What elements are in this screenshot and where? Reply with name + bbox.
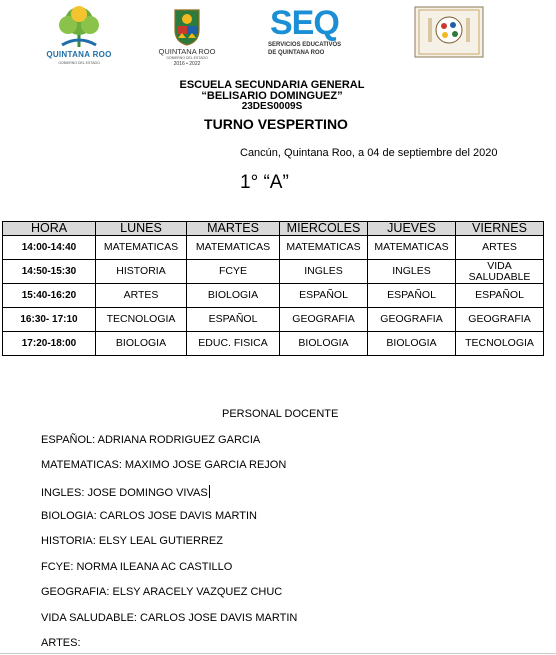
school-crest-logo [414, 6, 484, 58]
column-header-friday: VIERNES [456, 222, 544, 236]
seq-line-2: DE QUINTANA ROO [268, 50, 325, 56]
table-header-row [3, 222, 544, 236]
staff-line: ESPAÑOL: ADRIANA RODRIGUEZ GARCIA [41, 434, 261, 446]
subject-cell: TECNOLOGIA [96, 308, 187, 332]
subject-cell: BIOLOGIA [368, 332, 456, 356]
staff-line: ARTES: [41, 637, 81, 649]
staff-line: VIDA SALUDABLE: CARLOS JOSE DAVIS MARTIN [41, 612, 298, 624]
page-bottom-edge [0, 653, 556, 654]
school-name-quoted: “BELISARIO DOMINGUEZ” [201, 90, 343, 102]
logo-caption: QUINTANA ROO [158, 47, 216, 56]
hour-cell: 17:20-18:00 [3, 332, 96, 356]
hour-cell: 14:50-15:30 [3, 260, 96, 284]
staff-line: MATEMATICAS: MAXIMO JOSE GARCIA REJON [41, 459, 287, 471]
state-shield-icon [147, 8, 227, 46]
text-cursor [209, 485, 210, 498]
seq-line-1: SERVICIOS EDUCATIVOS [268, 42, 342, 48]
logo-years: 2016 • 2022 [173, 61, 201, 67]
subject-cell: BIOLOGIA [280, 332, 368, 356]
staff-line: GEOGRAFIA: ELSY ARACELY VAZQUEZ CHUC [41, 586, 283, 598]
subject-cell: EDUC. FISICA [187, 332, 280, 356]
logo-caption: QUINTANA ROO [46, 50, 112, 59]
subject-cell: ARTES [96, 284, 187, 308]
subject-cell: GEOGRAFIA [456, 308, 544, 332]
subject-cell: HISTORIA [96, 260, 187, 284]
subject-cell: VIDA SALUDABLE [456, 260, 544, 284]
table-row [3, 236, 544, 260]
column-header-tuesday: MARTES [187, 222, 280, 236]
subject-cell: BIOLOGIA [187, 284, 280, 308]
hour-cell: 14:00-14:40 [3, 236, 96, 260]
schedule-table [2, 221, 544, 356]
subject-cell: ARTES [456, 236, 544, 260]
place-date: Cancún, Quintana Roo, a 04 de septiembre del 2020 [240, 147, 498, 159]
table-row [3, 308, 544, 332]
subject-cell: MATEMATICAS [368, 236, 456, 260]
subject-cell: ESPAÑOL [187, 308, 280, 332]
column-header-wednesday: MIERCOLES [280, 222, 368, 236]
subject-cell: INGLES [280, 260, 368, 284]
staff-line-with-cursor[interactable] [41, 485, 210, 499]
subject-cell: GEOGRAFIA [368, 308, 456, 332]
subject-cell: ESPAÑOL [368, 284, 456, 308]
subject-cell: ESPAÑOL [456, 284, 544, 308]
subject-cell: INGLES [368, 260, 456, 284]
column-header-monday: LUNES [96, 222, 187, 236]
group-label: 1° “A” [240, 172, 289, 193]
school-code: 23DES0009S [241, 101, 303, 112]
staff-section-title: PERSONAL DOCENTE [222, 408, 339, 420]
school-name: ESCUELA SECUNDARIA GENERAL [179, 79, 365, 91]
table-row [3, 284, 544, 308]
subject-cell: MATEMATICAS [187, 236, 280, 260]
table-row [3, 260, 544, 284]
subject-cell: MATEMATICAS [96, 236, 187, 260]
tree-icon [44, 5, 114, 49]
staff-line: BIOLOGIA: CARLOS JOSE DAVIS MARTIN [41, 510, 257, 522]
shift-title: TURNO VESPERTINO [204, 116, 348, 132]
subject-cell: TECNOLOGIA [456, 332, 544, 356]
seq-logo [266, 4, 366, 60]
staff-line-text: INGLES: JOSE DOMINGO VIVAS [41, 487, 208, 499]
staff-line: FCYE: NORMA ILEANA AC CASTILLO [41, 561, 233, 573]
table-row [3, 332, 544, 356]
subject-cell: BIOLOGIA [96, 332, 187, 356]
subject-cell: GEOGRAFIA [280, 308, 368, 332]
subject-cell: ESPAÑOL [280, 284, 368, 308]
hour-cell: 15:40-16:20 [3, 284, 96, 308]
school-crest-icon [414, 6, 484, 58]
subject-cell: MATEMATICAS [280, 236, 368, 260]
logo-subcaption: GOBIERNO DEL ESTADO [166, 56, 208, 60]
hour-cell: 16:30- 17:10 [3, 308, 96, 332]
column-header-thursday: JUEVES [368, 222, 456, 236]
logo-subcaption: GOBIERNO DEL ESTADO [58, 61, 100, 65]
quintana-roo-government-logo [44, 5, 114, 67]
subject-cell: FCYE [187, 260, 280, 284]
seq-wordmark: SEQ [270, 4, 339, 42]
staff-line: HISTORIA: ELSY LEAL GUTIERREZ [41, 535, 223, 547]
column-header-hour: HORA [3, 222, 96, 236]
quintana-roo-state-logo [147, 8, 227, 68]
